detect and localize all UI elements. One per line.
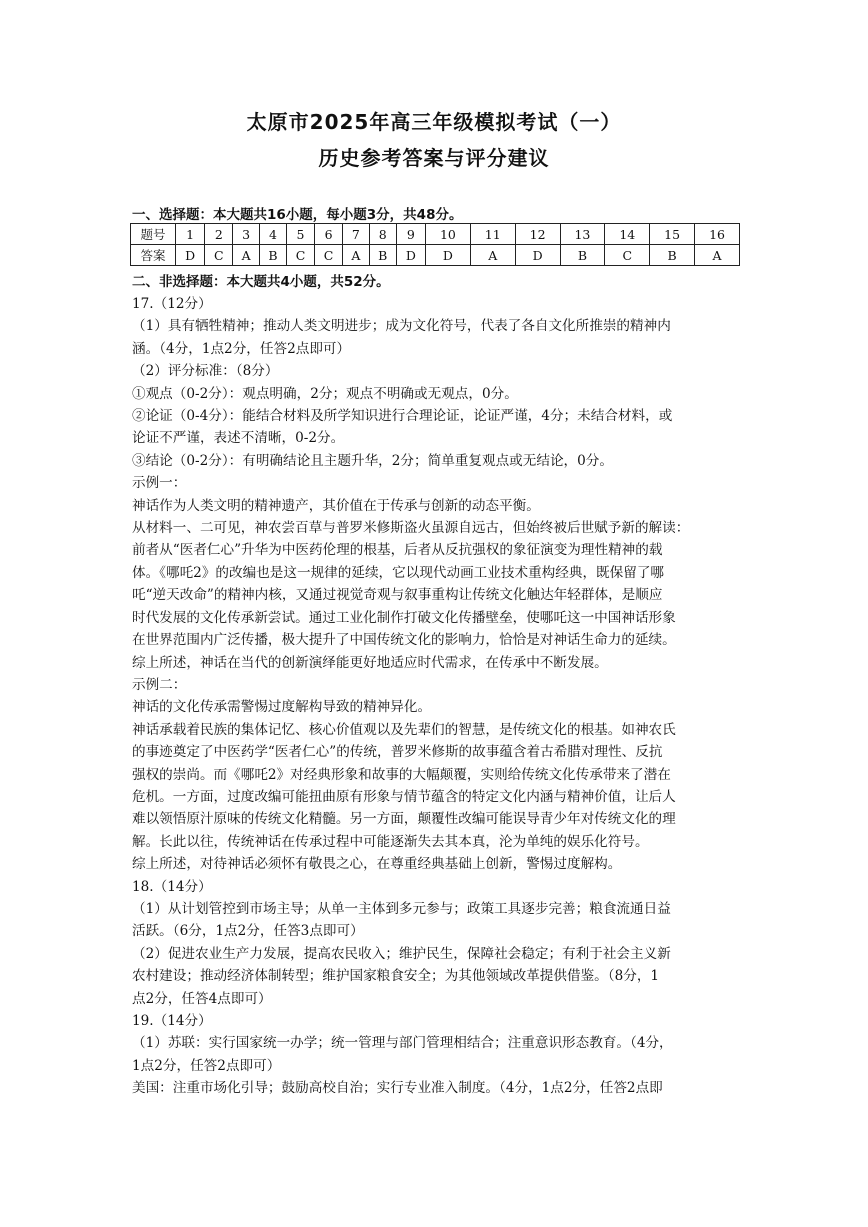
question-number-cell: 4 — [259, 224, 286, 245]
question-number-cell: 9 — [396, 224, 425, 245]
text-line: 农村建设；推动经济体制转型；维护国家粮食安全；为其他领域改革提供借鉴。（8分，1 — [132, 968, 660, 985]
question-number-cell: 5 — [286, 224, 314, 245]
text-line: 18.（14分） — [132, 878, 212, 895]
question-number-cell: 7 — [343, 224, 370, 245]
answer-cell: C — [315, 245, 343, 266]
text-line: 吒“逆天改命”的精神内核，又通过视觉奇观与叙事重构让传统文化触达年轻群体，是顺应 — [132, 587, 663, 604]
text-line: （1）具有牺牲精神；推动人类文明进步；成为文化符号，代表了各自文化所推崇的精神内 — [132, 318, 671, 335]
answer-cell: C — [286, 245, 314, 266]
text-line: 神话作为人类文明的精神遗产，其价值在于传承与创新的动态平衡。 — [132, 497, 540, 514]
answer-cell: B — [650, 245, 695, 266]
question-number-cell: 3 — [233, 224, 260, 245]
section-heading-choice: 一、选择题：本大题共16小题，每小题3分，共48分。 — [132, 207, 463, 223]
answer-cell: D — [396, 245, 425, 266]
page-title: 太原市2025年高三年级模拟考试（一） — [246, 110, 622, 134]
question-number-cell: 12 — [515, 224, 560, 245]
text-line: 19.（14分） — [132, 1013, 212, 1029]
text-line: 危机。一方面，过度改编可能扭曲原有形象与情节蕴含的特定文化内涵与精神价值，让后人 — [132, 788, 676, 805]
question-number-cell: 10 — [425, 224, 470, 245]
page-subtitle: 历史参考答案与评分建议 — [318, 146, 550, 170]
answer-cell: A — [343, 245, 370, 266]
text-line: 从材料一、二可见，神农尝百草与普罗米修斯盗火虽源自远古，但始终被后世赋予新的解读： — [132, 520, 690, 537]
answer-cell: B — [369, 245, 396, 266]
question-number-cell: 1 — [176, 224, 205, 245]
text-line: 前者从“医者仁心”升华为中医药伦理的根基，后者从反抗强权的象征演变为理性精神的载 — [132, 542, 663, 559]
text-line: 难以领悟原汁原味的传统文化精髓。另一方面，颠覆性改编可能误导青少年对传统文化的理 — [132, 811, 676, 828]
text-line: 活跃。（6分，1点2分，任答3点即可） — [132, 923, 364, 940]
text-line: 神话的文化传承需警惕过度解构导致的精神异化。 — [132, 699, 432, 716]
section-heading-essay: 二、非选择题：本大题共4小题，共52分。 — [132, 274, 390, 290]
text-line: （2）评分标准：（8分） — [132, 363, 279, 380]
text-line: （1）苏联：实行国家统一办学；统一管理与部门管理相结合；注重意识形态教育。（4分， — [132, 1035, 673, 1052]
answer-body-text — [132, 293, 742, 1100]
text-line: 综上所述，对待神话必须怀有敬畏之心，在尊重经典基础上创新，警惕过度解构。 — [132, 856, 622, 873]
row-label: 题号 — [131, 224, 176, 245]
text-line: 时代发展的文化传承新尝试。通过工业化制作打破文化传播壁垒，使哪吒这一中国神话形象 — [132, 609, 676, 626]
question-number-cell: 15 — [650, 224, 695, 245]
text-line: 在世界范围内广泛传播，极大提升了中国传统文化的影响力，恰恰是对神话生命力的延续。 — [132, 632, 676, 649]
question-number-cell: 14 — [605, 224, 650, 245]
question-number-cell: 6 — [315, 224, 343, 245]
text-line: 强权的崇尚。而《哪吒2》对经典形象和故事的大幅颠覆，实则给传统文化传承带来了潜在 — [132, 766, 671, 783]
row-label: 答案 — [131, 245, 176, 266]
question-number-cell: 11 — [470, 224, 515, 245]
text-line: 的事迹奠定了中医药学“医者仁心”的传统，普罗米修斯的故事蕴含着古希腊对理性、反抗 — [132, 744, 663, 761]
text-line: 论证不严谨，表述不清晰，0-2分。 — [132, 430, 345, 447]
text-line: 示例二： — [132, 676, 187, 693]
question-number-cell: 2 — [205, 224, 233, 245]
answer-cell: C — [605, 245, 650, 266]
text-line: ①观点（0-2分）：观点明确，2分；观点不明确或无观点，0分。 — [132, 385, 518, 402]
answer-cell: D — [425, 245, 470, 266]
text-line: 体。《哪吒2》的改编也是这一规律的延续，它以现代动画工业技术重构经典，既保留了哪 — [132, 564, 665, 581]
text-line: ②论证（0-4分）：能结合材料及所学知识进行合理论证，论证严谨，4分；未结合材料，或 — [132, 408, 673, 425]
text-line: 点2分，任答4点即可） — [132, 990, 272, 1007]
question-number-cell: 13 — [560, 224, 605, 245]
text-line: （1）从计划管控到市场主导；从单一主体到多元参与；政策工具逐步完善；粮食流通日益 — [132, 900, 671, 917]
question-number-row — [131, 224, 740, 245]
text-line: ③结论（0-2分）：有明确结论且主题升华，2分；简单重复观点或无结论，0分。 — [132, 452, 613, 469]
question-number-cell: 16 — [695, 224, 740, 245]
text-line: 美国：注重市场化引导；鼓励高校自治；实行专业准入制度。（4分，1点2分，任答2点即 — [132, 1080, 663, 1097]
question-number-cell: 8 — [369, 224, 396, 245]
text-line: 综上所述，神话在当代的创新演绎能更好地适应时代需求，在传承中不断发展。 — [132, 654, 608, 671]
text-line: 涵。（4分，1点2分，任答2点即可） — [132, 340, 351, 357]
answer-row — [131, 245, 740, 266]
text-line: 17.（12分） — [132, 296, 212, 312]
answer-cell: B — [259, 245, 286, 266]
answer-cell: A — [470, 245, 515, 266]
text-line: 示例一： — [132, 475, 187, 492]
text-line: （2）促进农业生产力发展，提高农民收入；维护民生，保障社会稳定；有利于社会主义新 — [132, 945, 671, 962]
answer-cell: A — [233, 245, 260, 266]
answer-cell: A — [695, 245, 740, 266]
answer-cell: B — [560, 245, 605, 266]
text-line: 神话承载着民族的集体记忆、核心价值观以及先辈们的智慧，是传统文化的根基。如神农氏 — [132, 721, 676, 738]
answer-key-table — [130, 223, 740, 266]
answer-cell: D — [176, 245, 205, 266]
text-line: 1点2分，任答2点即可） — [132, 1057, 281, 1074]
answer-cell: D — [515, 245, 560, 266]
answer-cell: C — [205, 245, 233, 266]
text-line: 解。长此以往，传统神话在传承过程中可能逐渐失去其本真，沦为单纯的娱乐化符号。 — [132, 833, 649, 850]
